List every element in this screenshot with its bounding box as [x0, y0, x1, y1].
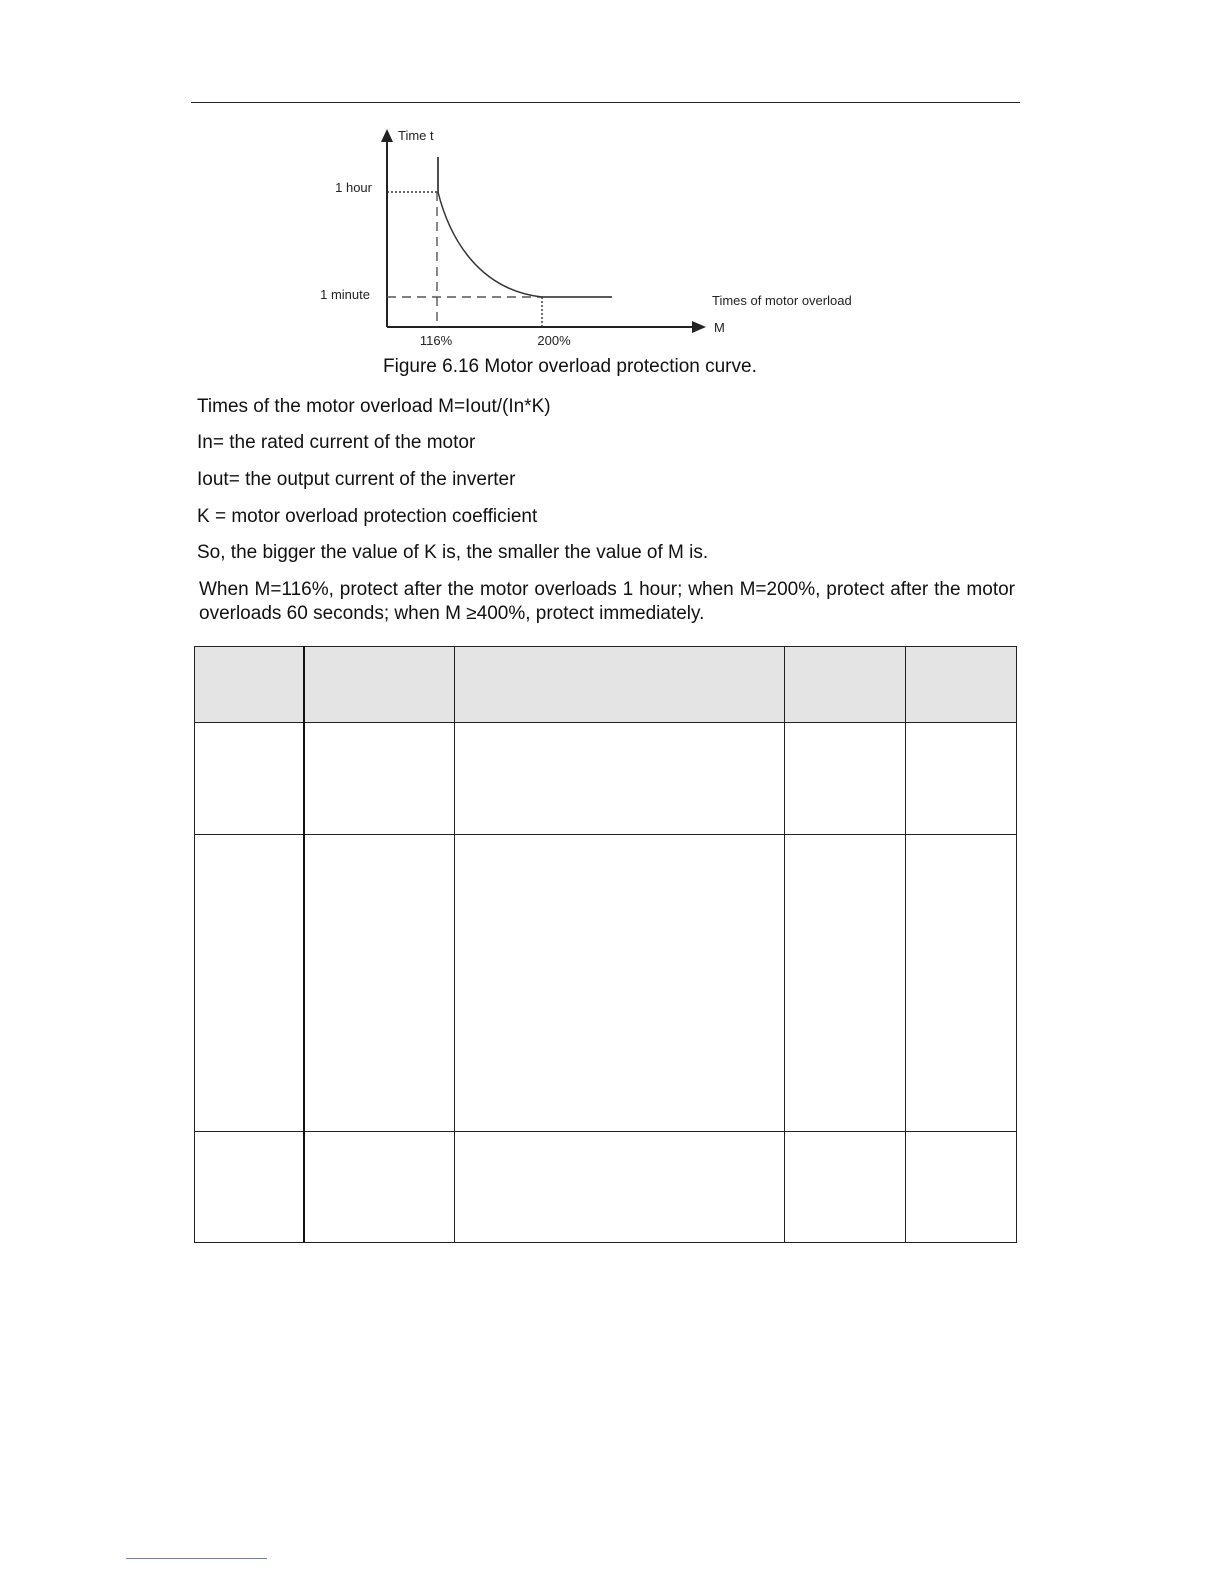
table-cell: [455, 1132, 785, 1243]
table-cell: [455, 723, 785, 835]
table-header-row: [195, 647, 1017, 723]
table-cell: [304, 1132, 455, 1243]
x-tick-200: 200%: [537, 333, 571, 348]
protection-timing-paragraph: When M=116%, protect after the motor overloads 1 hour; when M=200%, protect after the motor overloads 60 seconds; when M ≥400%, protect immediately.: [199, 579, 1015, 624]
table-cell: [195, 1132, 304, 1243]
overload-protection-chart: [300, 120, 900, 360]
y-tick-1-minute: 1 minute: [320, 287, 370, 302]
table-cell: [304, 723, 455, 835]
x-axis-title: Times of motor overload: [712, 293, 852, 308]
k-m-relation: So, the bigger the value of K is, the smaller the value of M is.: [197, 542, 709, 563]
table-cell: [785, 1132, 906, 1243]
table-cell: [906, 723, 1017, 835]
table-header-cell: [304, 647, 455, 723]
footnote-rule: [126, 1558, 267, 1559]
k-definition: K = motor overload protection coefficient: [197, 506, 538, 527]
overload-curve: [438, 192, 542, 297]
table-cell: [195, 835, 304, 1132]
table-cell: [906, 835, 1017, 1132]
table-row: [195, 723, 1017, 835]
figure-caption: Figure 6.16 Motor overload protection curve.: [383, 356, 757, 377]
table-header-cell: [906, 647, 1017, 723]
overload-formula: Times of the motor overload M=Iout/(In*K): [197, 396, 551, 417]
table-header-cell: [455, 647, 785, 723]
table-cell: [455, 835, 785, 1132]
header-rule: [191, 102, 1020, 103]
table-cell: [304, 835, 455, 1132]
table-row: [195, 1132, 1017, 1243]
y-tick-1-hour: 1 hour: [335, 180, 372, 195]
iout-definition: Iout= the output current of the inverter: [197, 469, 516, 490]
table-row: [195, 835, 1017, 1132]
table-header-cell: [785, 647, 906, 723]
in-definition: In= the rated current of the motor: [197, 432, 476, 453]
y-axis-label: Time t: [398, 128, 434, 143]
table-cell: [785, 723, 906, 835]
x-axis-arrow: [692, 321, 706, 333]
table-cell: [785, 835, 906, 1132]
x-axis-label: M: [714, 320, 725, 335]
x-tick-116: 116%: [419, 333, 453, 348]
table-cell: [906, 1132, 1017, 1243]
table-cell: [195, 723, 304, 835]
table-header-cell: [195, 647, 304, 723]
y-axis-arrow: [381, 129, 393, 142]
parameter-table: [194, 646, 1017, 1243]
